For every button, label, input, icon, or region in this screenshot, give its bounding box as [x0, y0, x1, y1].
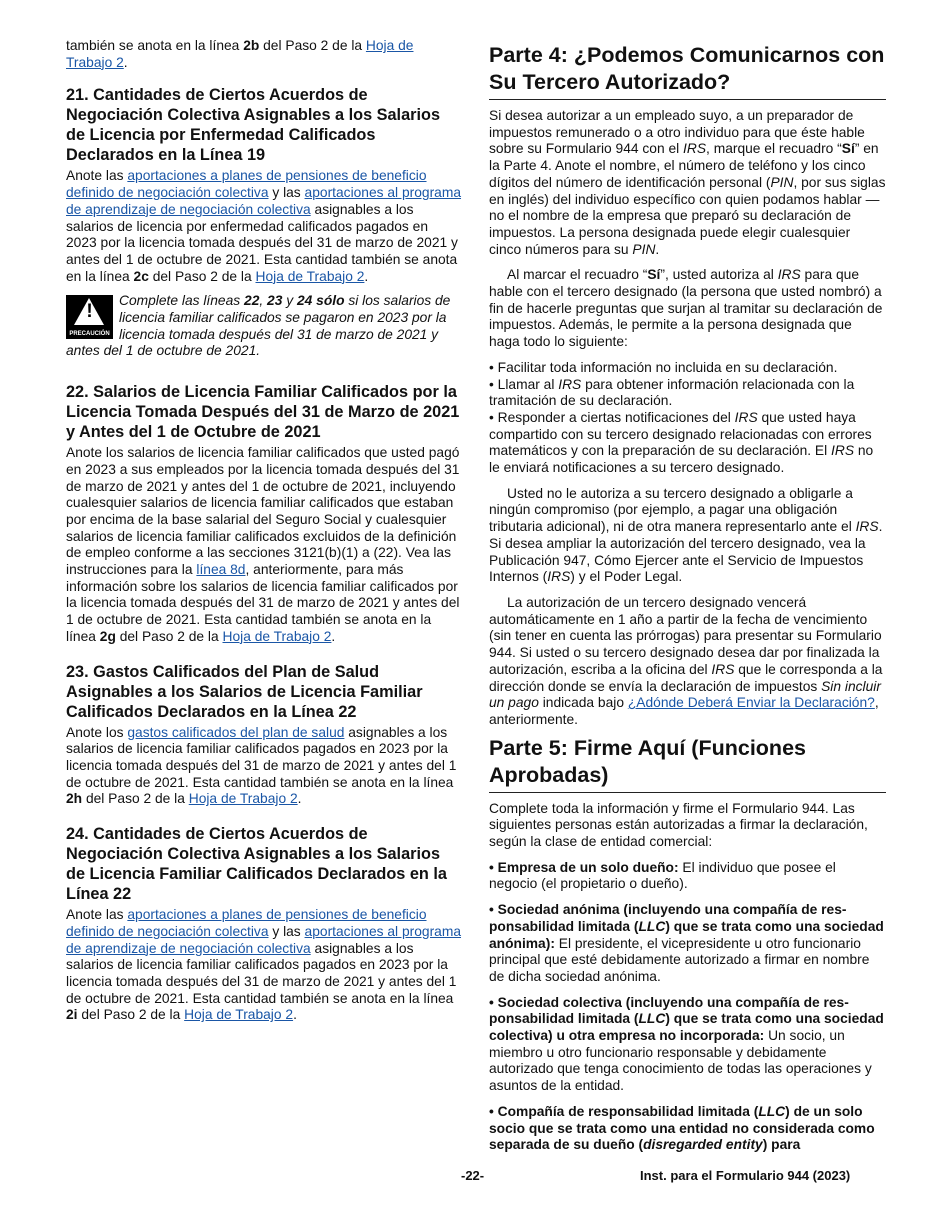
caution-icon-label: PRECAUCIÓN: [69, 331, 110, 338]
part-5-heading: Parte 5: Firme Aquí (Funciones Aprobadas): [489, 735, 886, 793]
part-4-paragraph-3: Usted no le autoriza a su tercero designado a obligarle a ningún compromiso (por ejemplo, a pagar una obligación tributaria adicional), ni de otra manera representarlo ante el IRS. Si desea ampliar la autorización del tercero designado, vea la Publicación 947, Cómo Ejercer ante el Servicio de Impuestos Internos (IRS) y el Poder Legal.: [489, 485, 883, 585]
section-22-heading: 22. Salarios de Licencia Familiar Calificados por la Licencia Tomada Después del 31 de Marzo de 2021 y Antes del 1 de Octubre de 2021: [66, 383, 460, 442]
continuation-paragraph: también se anota en la línea 2b del Paso 2 de la Hoja de Trabajo 2.: [66, 38, 414, 70]
part-4-paragraph-4: La autorización de un tercero designado vencerá automáticamente en 1 año a partir de la fecha de vencimiento (sin tener en cuenta las prórrogas) para presentar su Formulario 944. Si usted o su tercero designado desea dar por finalizada la autorización, escriba a la oficina del IRS que le corresponda a la dirección donde se envía la declaración de impuestos Sin incluir un pago indicada bajo ¿Adónde Deberá Enviar la Declaración?, anteriormente.: [489, 594, 883, 727]
pension-contributions-link[interactable]: aportaciones a planes de pensiones de beneficio definido de negociación colectiva: [66, 907, 427, 939]
section-24-text: Anote las aportaciones a planes de pensiones de beneficio definido de negociación colectiva y las aportaciones al programa de aprendizaje de negociación colectiva asignables a los salarios de licencia familiar calificados pagados en 2023 por la licencia tomada después del 31 de marzo de 2021 y antes del 1 de octubre de 2021. Esta cantidad también se anota en la línea 2i del Paso 2 de la Hoja de Trabajo 2.: [66, 907, 462, 1023]
hoja-de-trabajo-2-link[interactable]: Hoja de Trabajo 2: [66, 38, 414, 70]
health-plan-expenses-link[interactable]: gastos calificados del plan de salud: [127, 724, 345, 740]
list-item: • Facilitar toda información no incluida en su declaración.: [489, 359, 838, 375]
caution-icon: ! PRECAUCIÓN: [66, 295, 113, 339]
where-to-file-link[interactable]: ¿Adónde Deberá Enviar la Declaración?: [627, 695, 875, 711]
apprenticeship-contributions-link[interactable]: aportaciones al programa de aprendizaje de negociación colectiva: [66, 185, 462, 217]
part-4-bullet-list: [489, 360, 886, 477]
section-24-heading: 24. Cantidades de Ciertos Acuerdos de Negociación Colectiva Asignables a los Salarios de Licencia Familiar Calificados Declarados en la Línea 22: [66, 825, 447, 904]
hoja-de-trabajo-2-link[interactable]: Hoja de Trabajo 2: [188, 791, 298, 807]
hoja-de-trabajo-2-link[interactable]: Hoja de Trabajo 2: [222, 628, 332, 644]
page-number: -22-: [461, 1168, 485, 1183]
footer-title: Inst. para el Formulario 944 (2023): [640, 1168, 851, 1183]
part-5-intro: Complete toda la información y firme el Formulario 944. Las siguientes personas están autorizadas a firmar la declaración, según la clase de entidad comercial:: [489, 800, 868, 850]
left-column: [66, 38, 462, 1024]
section-21-text: Anote las aportaciones a planes de pensiones de beneficio definido de negociación colectiva y las aportaciones al programa de aprendizaje de negociación colectiva asignables a los salarios de licencia por enfermedad calificados pagados en 2023 por la licencia tomada después del 31 de marzo de 2021 y antes del 1 de octubre de 2021. Esta cantidad también se anota en la línea 2c del Paso 2 de la Hoja de Trabajo 2.: [66, 168, 462, 284]
entity-sole-proprietorship: • Empresa de un solo dueño: El individuo que posee el negocio (el propietario o dueño).: [489, 859, 836, 892]
section-21-heading: 21. Cantidades de Ciertos Acuerdos de Negociación Colectiva Asignables a los Salarios de Licencia por Enfermedad Calificados Declarados en la Línea 19: [66, 86, 440, 165]
list-item: • Responder a ciertas notificaciones del IRS que usted haya compartido con su tercero designado relacionadas con errores matemáticos y con la preparación de su declaración. El IRS no le enviará notificaciones a su tercero designado.: [489, 409, 874, 476]
hoja-de-trabajo-2-link[interactable]: Hoja de Trabajo 2: [184, 1007, 294, 1023]
apprenticeship-contributions-link[interactable]: aportaciones al programa de aprendizaje de negociación colectiva: [66, 923, 462, 956]
section-22-text: Anote los salarios de licencia familiar calificados que usted pagó en 2023 a sus empleados por la licencia tomada después del 31 de marzo de 2021 y antes del 1 de octubre de 2021, incluyendo cualesquier salarios de licencia familiar calificados que estaban por encima de la base salarial del Seguro Social y cualesquier salarios de licencia familiar calificados excluidos de la definición de empleo conforme a las secciones 3121(b)(1) a (22). Vea las instrucciones para la línea 8d, anteriormente, para más información sobre los salarios de licencia familiar calificados por la licencia tomada después del 31 de marzo de 2021 y antes del 1 de octubre de 2021. Esta cantidad también se anota en la línea 2g del Paso 2 de la Hoja de Trabajo 2.: [66, 445, 460, 644]
caution-note: ! PRECAUCIÓN Complete las líneas 22, 23 y 24 sólo si los salarios de licencia familiar calificados se pagaron en 2023 por la licencia tomada después del 31 de marzo de 2021 y antes del 1 de octubre de 2021.: [66, 293, 451, 359]
pension-contributions-link[interactable]: aportaciones a planes de pensiones de beneficio definido de negociación colectiva: [66, 168, 427, 201]
list-item: • Llamar al IRS para obtener información relacionada con la tramitación de su declaración.: [489, 376, 855, 409]
part-4-heading: Parte 4: ¿Podemos Comunicarnos con Su Tercero Autorizado?: [489, 42, 886, 100]
entity-corporation: • Sociedad anónima (incluyendo una compañía de responsabilidad limitada (LLC) que se trata como una sociedad anónima): El presidente, el vicepresidente u otro funcionario principal que esté debidamente autorizado a firmar en nombre de dicha sociedad anónima.: [489, 902, 884, 984]
part-4-paragraph-1: Si desea autorizar a un empleado suyo, a un preparador de impuestos remunerado o a otro individuo para que éste hable sobre su Formulario 944 con el IRS, marque el recuadro “Sí” en la Parte 4. Anote el nombre, el número de teléfono y los cinco dígitos del número de identificación personal (PIN, por sus siglas en inglés) del individuo específico con quien podamos hablar —no el nombre de la empresa que preparó su declaración de impuestos. La persona designada puede elegir cualesquier cinco números para su PIN.: [489, 108, 886, 257]
right-column: [489, 38, 886, 1154]
section-23-text: Anote los gastos calificados del plan de salud asignables a los salarios de licencia familiar calificados pagados en 2023 por la licencia tomada después del 31 de marzo de 2021 y antes del 1 de octubre de 2021. Esta cantidad también se anota en la línea 2h del Paso 2 de la Hoja de Trabajo 2.: [66, 724, 457, 807]
entity-single-member-llc: • Compañía de responsabilidad limitada (LLC) de un solo socio que se trata como una entidad no considerada como separada de su dueño (disregarded entity) para: [489, 1103, 875, 1153]
section-23-heading: 23. Gastos Calificados del Plan de Salud Asignables a los Salarios de Licencia Familiar Calificados Declarados en la Línea 22: [66, 662, 423, 721]
entity-partnership: • Sociedad colectiva (incluyendo una compañía de responsabilidad limitada (LLC) que se trata como una sociedad colectiva) u otra empresa no incorporada: Un socio, un miembro u otro funcionario responsable y debidamente autorizado que tenga conocimiento de todas las operaciones y asuntos de la entidad.: [489, 994, 884, 1094]
hoja-de-trabajo-2-link[interactable]: Hoja de Trabajo 2: [255, 268, 365, 284]
linea-8d-link[interactable]: línea 8d: [196, 562, 246, 578]
part-4-paragraph-2: Al marcar el recuadro “Sí”, usted autoriza al IRS para que hable con el tercero designado (la persona que usted nombró) a fin de hacerle preguntas que surjan al tramitar su declaración de impuestos. Además, le permite a la persona designada que haga todo lo siguiente:: [489, 267, 883, 350]
